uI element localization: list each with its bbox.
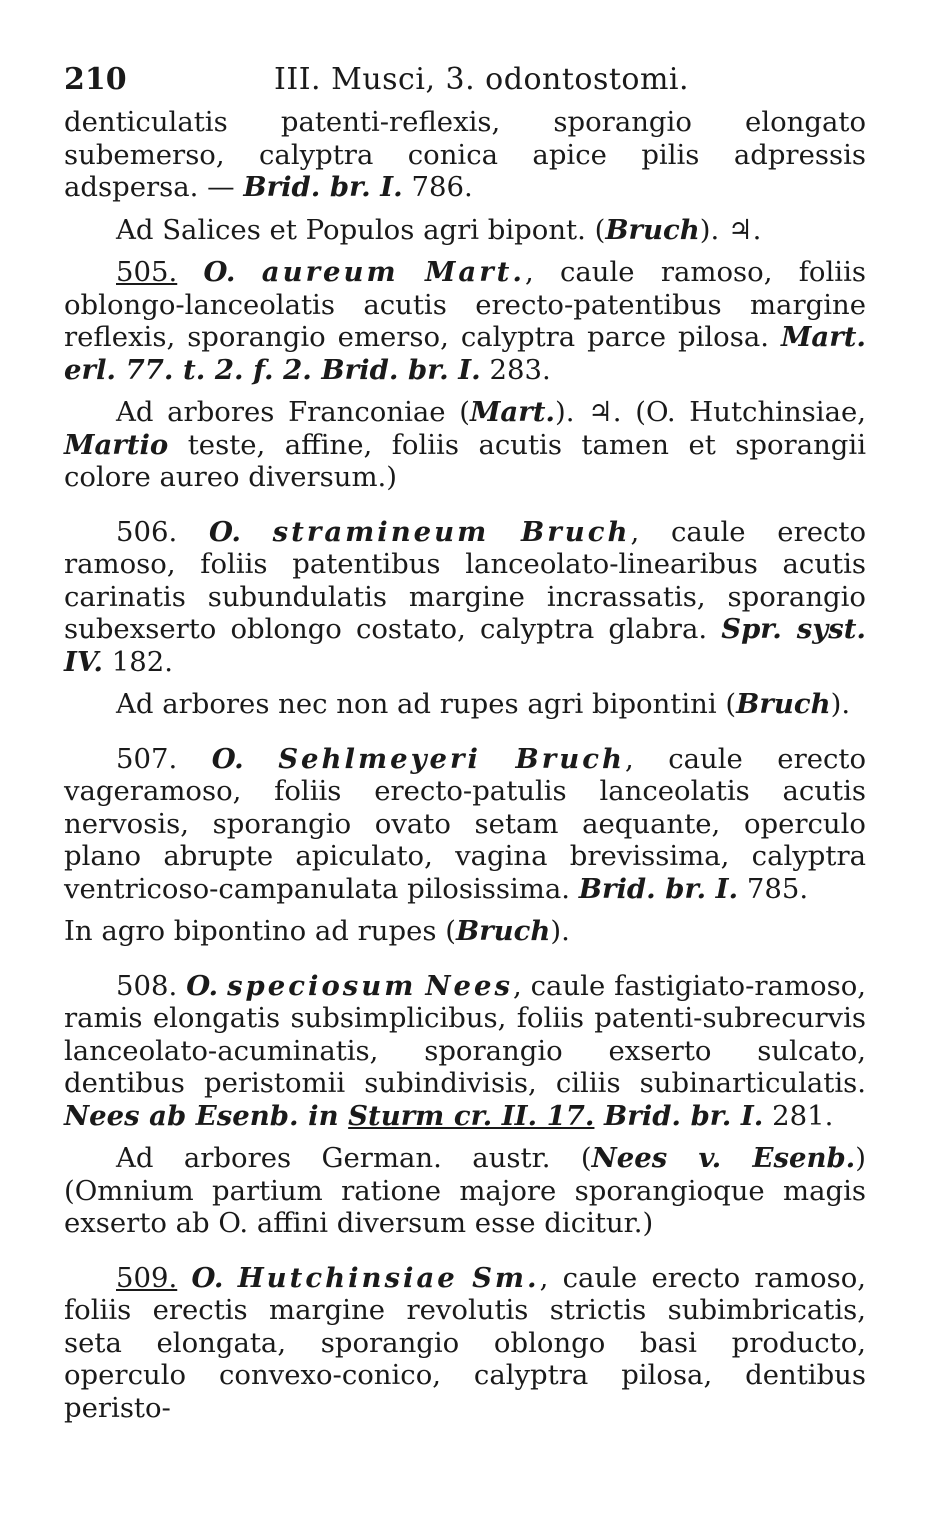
entry-505-habitat: Ad arbores Franconiae (Mart.). ♃. (O. Hutchinsiae, Martio teste, affine, foliis acutis tamen et sporangii colore aureo diversum.) — [64, 396, 866, 493]
page-number: 210 — [64, 62, 127, 97]
habitat-line: Ad Salices et Populos agri bipont. (Bruch). ♃. — [116, 213, 762, 246]
entry-506: 506. O. stramineum Bruch, caule erecto ramoso, foliis patentibus lanceolato-linearibus acutis carinatis subundulatis margine incrassatis, sporangio subexserto oblongo costato, calyptra glabra. Spr. syst. IV. 182. — [64, 515, 867, 678]
entry-508: 508. O. speciosum Nees, caule fastigiato-ramoso, ramis elongatis subsimplicibus, foliis patenti-subrecurvis lanceolato-acuminatis, sporangio exserto sulcato, dentibus peristomii subindivisis, ciliis subinarticulatis. Nees ab Esenb. in Sturm cr. II. 17. Brid. br. I. 281. — [64, 969, 866, 1132]
continued-description: denticulatis patenti-reflexis, sporangio elongato subemerso, calyptra conica apice pilis adpressis adspersa. — Brid. br. I. 786. — [64, 106, 866, 203]
body-text — [64, 106, 866, 1424]
entry-506-habitat: Ad arbores nec non ad rupes agri bipontini (Bruch). — [116, 688, 851, 720]
page-header — [64, 62, 866, 106]
entry-509: 509. O. Hutchinsiae Sm., caule erecto ramoso, foliis erectis margine revolutis strictis subimbricatis, seta elongata, sporangio oblongo basi producto, operculo convexo-conico, calyptra pilosa, dentibus peristo- — [64, 1261, 866, 1424]
entry-507-habitat: In agro bipontino ad rupes (Bruch). — [64, 915, 570, 947]
running-title: III. Musci, 3. odontostomi. — [274, 62, 690, 97]
entry-508-habitat: Ad arbores German. austr. (Nees v. Esenb.) (Omnium partium ratione majore sporangioque magis exserto ab O. affini diversum esse dicitur.) — [64, 1142, 866, 1239]
entry-507: 507. O. Sehlmeyeri Bruch, caule erecto vageramoso, foliis erecto-patulis lanceolatis acutis nervosis, sporangio ovato setam aequante, operculo plano abrupte apiculato, vagina brevissima, calyptra ventricoso-campanulata pilosissima. Brid. br. I. 785. — [64, 742, 867, 905]
entry-505: 505. O. aureum Mart., caule ramoso, foliis oblongo-lanceolatis acutis erecto-patentibus margine reflexis, sporangio emerso, calyptra parce pilosa. Mart. erl. 77. t. 2. f. 2. Brid. br. I. 283. — [64, 256, 866, 386]
